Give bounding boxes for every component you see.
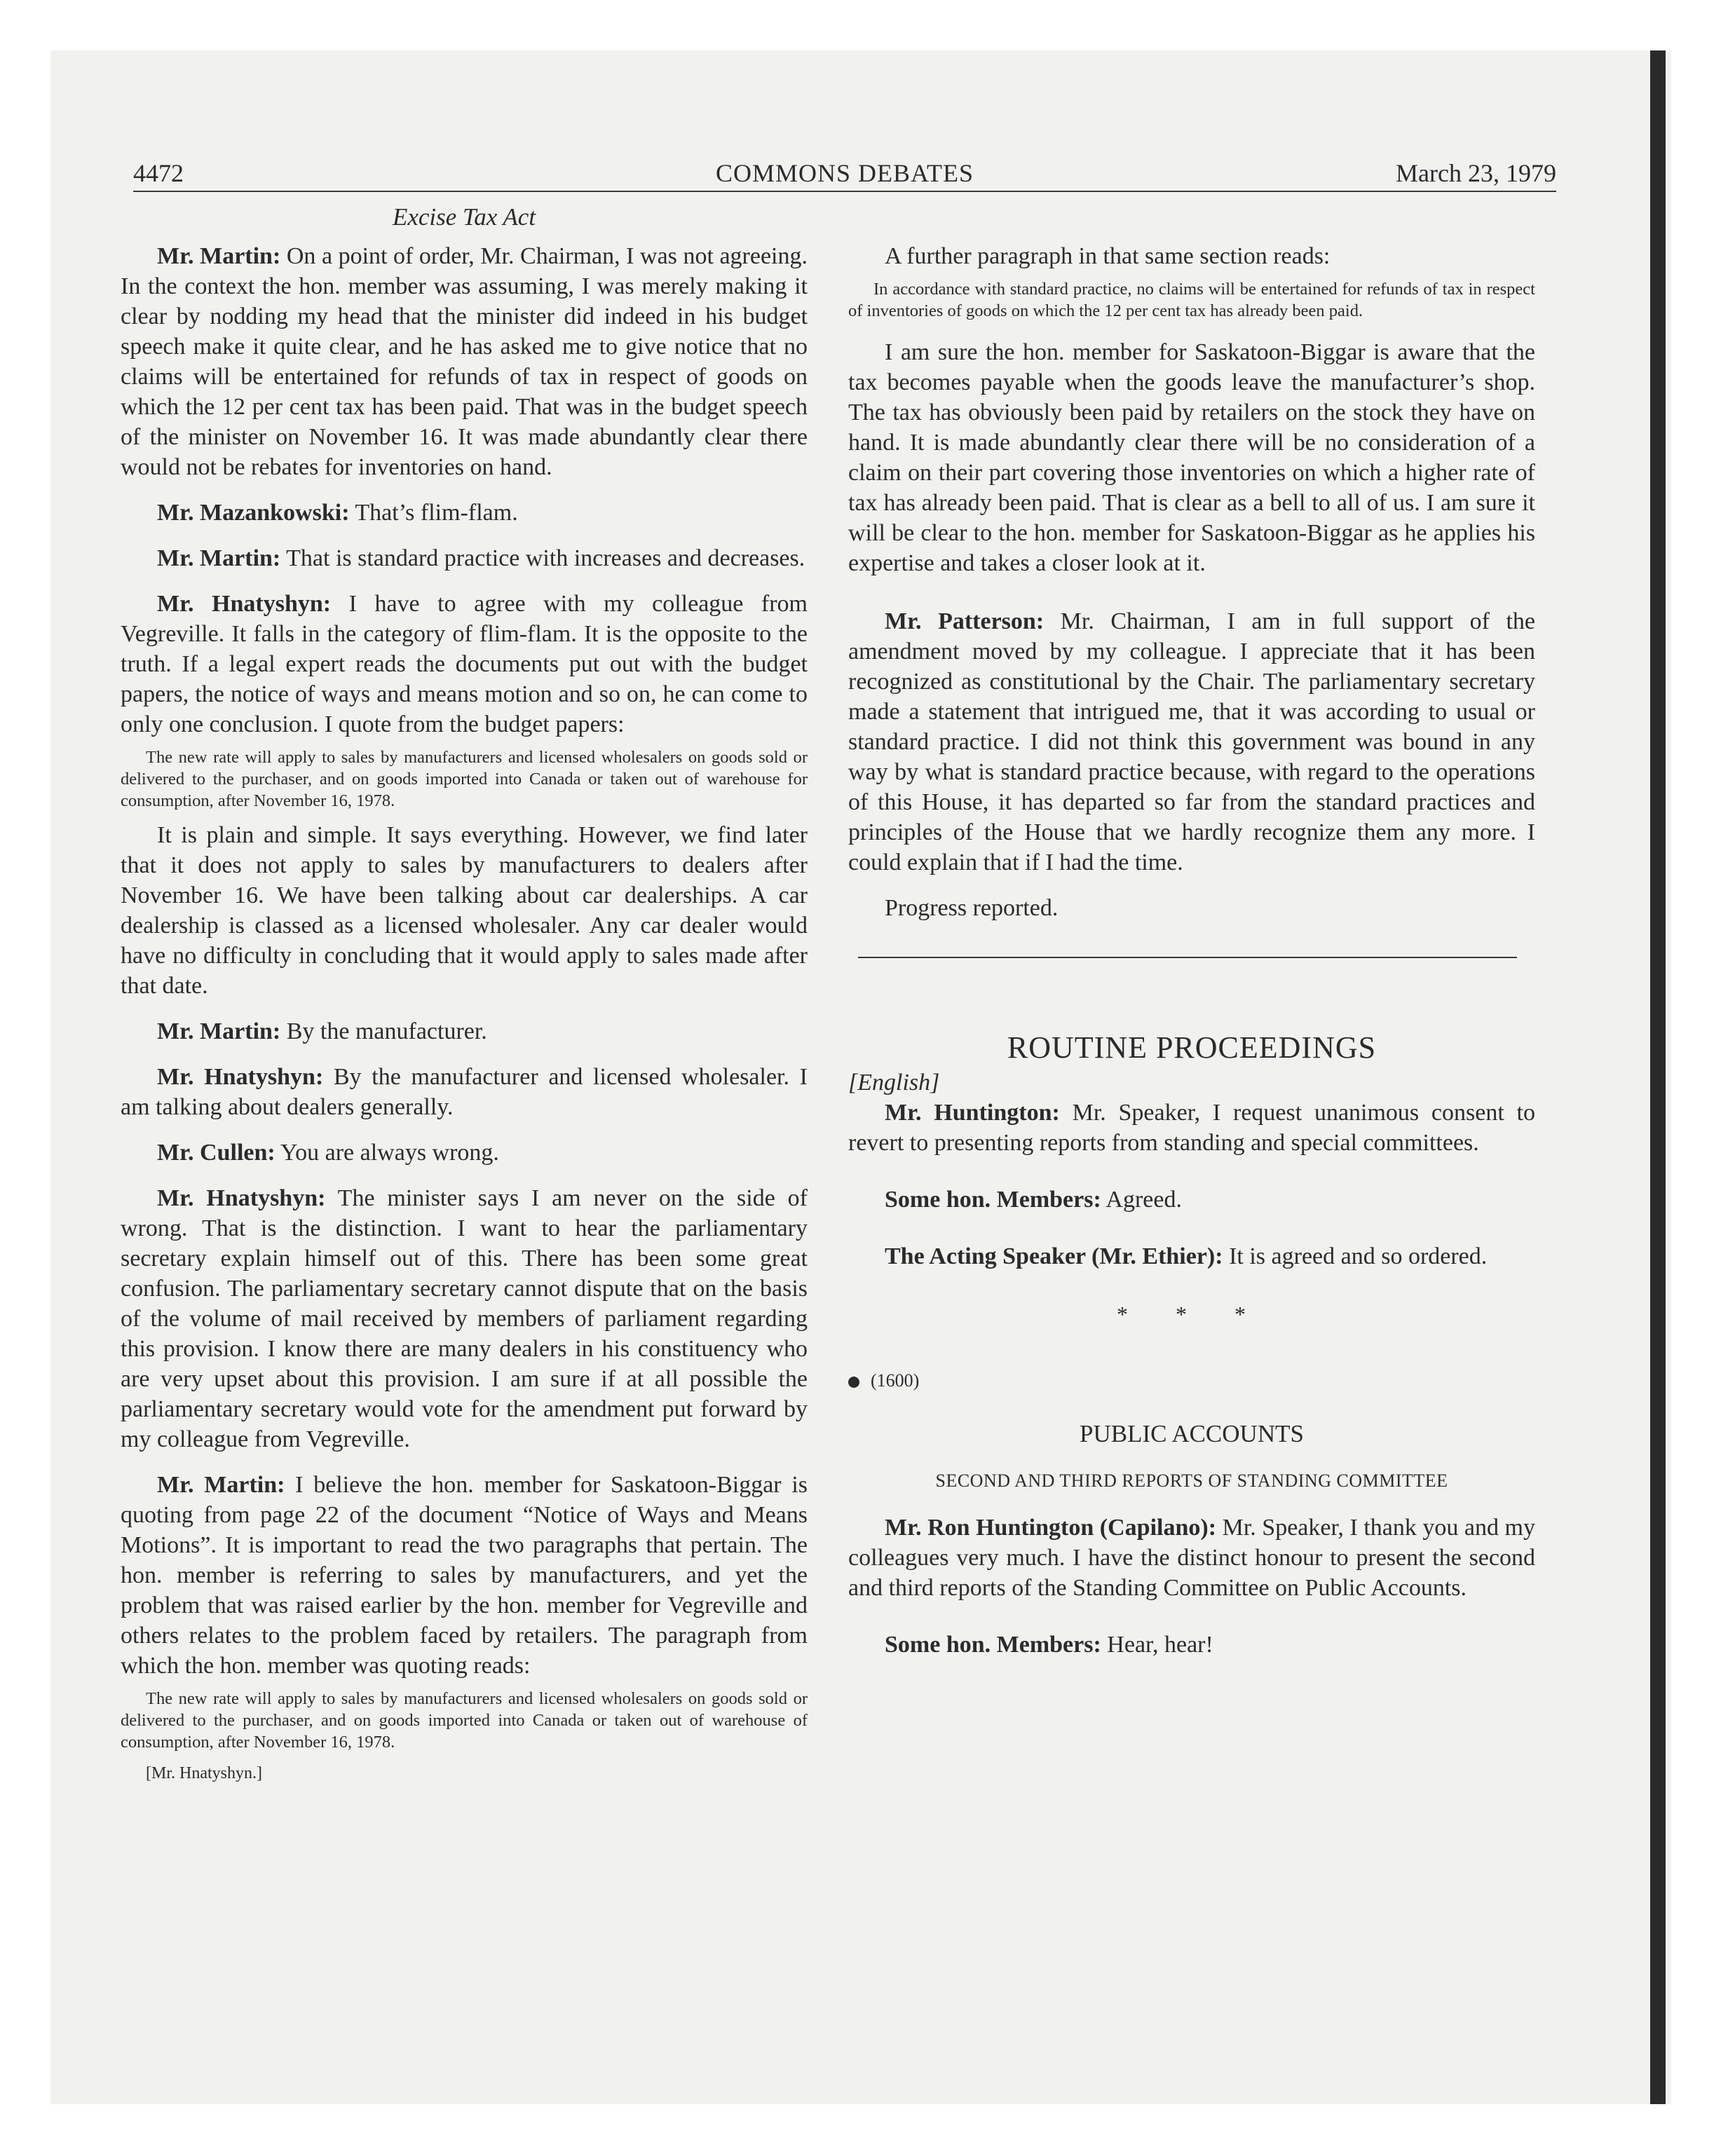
speech-ron-huntington <box>848 1513 1535 1603</box>
speech-patterson <box>848 606 1535 878</box>
language-marker: [English] <box>848 1070 940 1096</box>
running-header <box>133 156 1556 191</box>
speech-huntington <box>848 1098 1535 1158</box>
header-rule <box>133 191 1556 192</box>
left-column <box>121 203 808 1784</box>
speech-text: Hear, hear! <box>1101 1632 1213 1658</box>
right-column <box>848 203 1535 1660</box>
speaker-name: Some hon. Members: <box>885 1187 1101 1213</box>
speech-text: On a point of order, Mr. Chairman, I was not agreeing. In the context the hon. member was assuming, I was merely making it clear by nodding my head that the minister did indeed in his budget speech make it quite clear, and he has asked me to give notice that no claims will be entertained for refunds of tax in respect of goods on which the 12 per cent tax has been paid. That was in the budget speech of the minister on November 16. It was made abundantly clear there would not be rebates for inventories on hand. <box>121 243 808 480</box>
publication-title: COMMONS DEBATES <box>715 159 974 187</box>
speech-members-agreed <box>848 1185 1535 1215</box>
speech-continuation: It is plain and simple. It says everything. However, we find later that it does not apply to sales by manufacturers to dealers after November 16. We have been talking about car dealerships. A car dealership is classed as a licensed wholesaler. Any car dealer would have no difficulty in concluding that it would apply to sales made after that date. <box>121 822 808 999</box>
budget-quote-2: The new rate will apply to sales by manufacturers and licensed wholesalers on goods sold or delivered to the purchaser, and on goods imported into Canada or taken out of warehouse of consumption, after November 16, 1978. <box>121 1689 808 1752</box>
speech-martin-3 <box>121 1016 808 1046</box>
speech-continuation: A further paragraph in that same section reads: <box>885 243 1331 269</box>
timecode-text: (1600) <box>871 1370 920 1391</box>
speaker-name: Mr. Hnatyshyn: <box>157 1064 324 1090</box>
header-date: March 23, 1979 <box>1396 159 1556 187</box>
speaker-name: Mr. Huntington: <box>885 1100 1060 1126</box>
speech-text: The minister says I am never on the side of wrong. That is the distinction. I want to hear the parliamentary secretary explain himself out of this. There has been some great confusion. The parliamentary secretary cannot dispute that on the basis of the volume of mail received by members of parliament regarding this provision. I know there are many dealers in his constituency who are very upset about this provision. I am sure if at all possible the parliamentary secretary would vote for the amendment put forward by my colleague from Vegreville. <box>121 1185 808 1452</box>
speech-text: That’s flim-flam. <box>349 500 518 526</box>
speech-martin-2 <box>121 543 808 573</box>
speech-cullen <box>121 1138 808 1168</box>
speech-continuation-2: I am sure the hon. member for Saskatoon-Biggar is aware that the tax becomes payable when the goods leave the manufacturer’s shop. The tax has obviously been paid by retailers on the stock they have on hand. It is made abundantly clear there will be no consideration of a claim on their part covering those inventories on which a higher rate of tax has already been paid. That is clear as a bell to all of us. I am sure it will be clear to the hon. member for Saskatoon-Biggar as he applies his expertise and takes a closer look at it. <box>848 339 1535 576</box>
public-accounts-subheading: SECOND AND THIRD REPORTS OF STANDING COMMITTEE <box>935 1471 1448 1491</box>
speaker-name: Mr. Hnatyshyn: <box>157 591 332 617</box>
speech-text: Mr. Chairman, I am in full support of the amendment moved by my colleague. I appreciate that it has been recognized as constitutional by the Chair. The parliamentary secretary made a statement that intrigued me, that it was according to usual or standard practice. I did not think this government was bound in any way by what is standard practice because, with regard to the operations of this House, it has departed so far from the standard practices and principles of the House that we hardly recognize them any more. I could explain that if I had the time. <box>848 608 1535 875</box>
section-divider <box>858 957 1517 958</box>
speaker-attribution: [Mr. Hnatyshyn.] <box>146 1764 262 1782</box>
speech-members-hear <box>848 1630 1535 1660</box>
speech-text: By the manufacturer and licensed wholesaler. I am talking about dealers generally. <box>121 1064 808 1120</box>
speech-hnatyshyn-1 <box>121 589 808 739</box>
speech-text: By the manufacturer. <box>280 1018 487 1044</box>
speaker-name: Mr. Martin: <box>157 545 281 571</box>
speaker-name: Mr. Hnatyshyn: <box>157 1185 326 1211</box>
speech-text: I believe the hon. member for Saskatoon-Biggar is quoting from page 22 of the document “Notice of Ways and Means Motions”. It is important to read the two paragraphs that pertain. The hon. member is referring to sales by manufacturers, and yet the problem that was raised earlier by the hon. member for Vegreville and others relates to the problem faced by retailers. The paragraph from which the hon. member was quoting reads: <box>121 1472 808 1679</box>
speech-martin-4 <box>121 1470 808 1681</box>
public-accounts-heading: PUBLIC ACCOUNTS <box>1080 1420 1304 1447</box>
speech-hnatyshyn-2 <box>121 1062 808 1122</box>
speaker-name: Mr. Martin: <box>157 243 281 269</box>
speech-martin-1 <box>121 241 808 482</box>
speech-text: That is standard practice with increases and decreases. <box>280 545 805 571</box>
speech-mazankowski <box>121 498 808 528</box>
speaker-name: Mr. Ron Huntington (Capilano): <box>885 1515 1217 1541</box>
speech-text: Mr. Speaker, I thank you and my colleagues very much. I have the distinct honour to present the second and third reports of the Standing Committee on Public Accounts. <box>848 1515 1536 1601</box>
speech-text: Agreed. <box>1101 1187 1182 1213</box>
speech-text: Mr. Speaker, I request unanimous consent to revert to presenting reports from standing and special committees. <box>848 1100 1535 1156</box>
timecode <box>848 1368 1535 1393</box>
speech-text: It is agreed and so ordered. <box>1223 1243 1488 1269</box>
routine-proceedings-heading: ROUTINE PROCEEDINGS <box>1007 1030 1377 1065</box>
speaker-name: Mr. Cullen: <box>157 1140 275 1166</box>
speech-text: I have to agree with my colleague from Vegreville. It falls in the category of flim-flam. It is the opposite to the truth. If a legal expert reads the documents put out with the budget papers, the notice of ways and means motion and so on, he can come to only one conclusion. I quote from the budget papers: <box>121 591 808 737</box>
budget-quote-1: The new rate will apply to sales by manufacturers and licensed wholesalers on goods sold or delivered to the purchaser, and on goods imported into Canada or taken out of warehouse for consumption, after November 16, 1978. <box>121 748 808 810</box>
section-subhead: Excise Tax Act <box>392 203 536 231</box>
practice-quote: In accordance with standard practice, no claims will be entertained for refunds of tax in respect of inventories of goods on which the 12 per cent tax has already been paid. <box>848 280 1535 320</box>
speaker-name: Mr. Patterson: <box>885 608 1045 634</box>
section-break-stars: * * * <box>1117 1302 1267 1327</box>
speaker-name: The Acting Speaker (Mr. Ethier): <box>885 1243 1223 1269</box>
speaker-name: Mr. Martin: <box>157 1018 281 1044</box>
speech-hnatyshyn-3 <box>121 1183 808 1454</box>
speech-acting-speaker <box>848 1241 1535 1271</box>
speaker-name: Some hon. Members: <box>885 1632 1101 1658</box>
bullet-icon <box>848 1377 859 1388</box>
speech-text: You are always wrong. <box>275 1140 499 1166</box>
progress-reported: Progress reported. <box>885 895 1059 921</box>
speaker-name: Mr. Mazankowski: <box>157 500 350 526</box>
speaker-name: Mr. Martin: <box>157 1472 285 1498</box>
page-number: 4472 <box>133 159 184 187</box>
page-edge-shadow <box>1650 50 1666 2104</box>
